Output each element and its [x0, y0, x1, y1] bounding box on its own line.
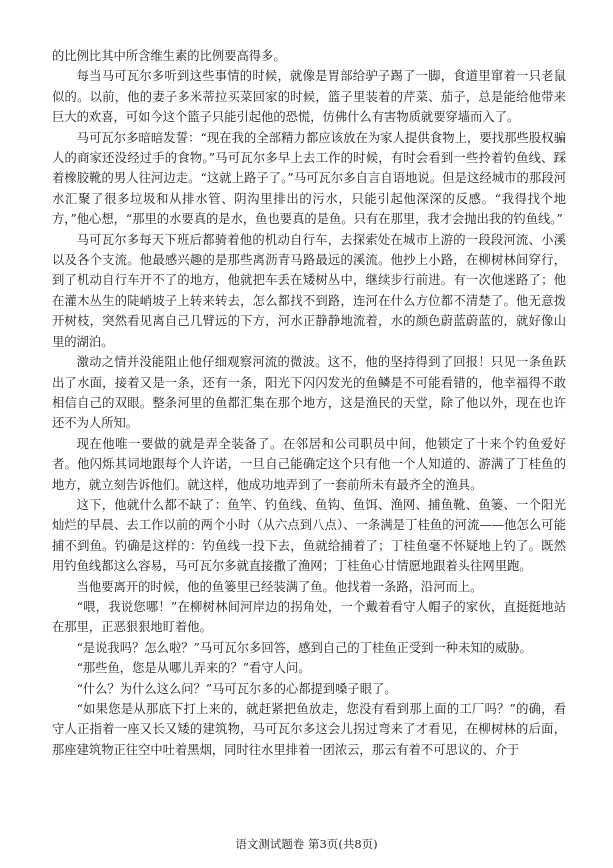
paragraph: 当他要离开的时候，他的鱼篓里已经装满了鱼。他找着一条路，沿河而上。 — [76, 579, 483, 594]
paragraph: “什么？为什么这么问？”马可瓦尔多的心都提到嗓子眼了。 — [76, 681, 397, 696]
paragraph: “如果您是从那底下打上来的，就赶紧把鱼放走，您没有看到那上面的工厂吗？”的确，看守人正指着一座又长又矮的建筑物，马可瓦尔多这会儿拐过弯来了才看见，在柳树林的后面，那座建筑物正往空中吐着黑烟，同时往水里排着一团浓云，那云有着不可思议的、介于 — [52, 702, 566, 757]
paragraph: 这下，他就什么都不缺了：鱼竿、钓鱼线、鱼钩、鱼饵、渔网、捕鱼靴、鱼篓、一个阳光灿烂的早晨、去工作以前的两个小时（从六点到八点）、一条满是丁桂鱼的河流——他怎么可能捕不到鱼。钓确是这样的：钓鱼线一投下去，鱼就给捕着了；丁桂鱼毫不怀疑地上钓了。既然用钓鱼线都这么容易，马可瓦尔多就直接撒了渔网；丁桂鱼心甘情愿地跟着头往网里跑。 — [52, 497, 566, 574]
paragraph: 马可瓦尔多暗暗发誓：“现在我的全部精力都应该放在为家人提供食物上，要找那些股权骗人的商家还没经过手的食物。”马可瓦尔多早上去工作的时候，有时会看到一些拎着钓鱼线、踩着橡胶靴的男人往河边走。“这就上路子了。”马可瓦尔多自言自语地说。但是这经城市的那段河水汇聚了很多垃圾和从排水管、阴沟里排出的污水，只能引起他深深的反感。“我得找个地方，”他心想，“那里的水要真的是水，鱼也要真的是鱼。只有在那里，我才会抛出我的钓鱼线。” — [52, 130, 566, 227]
paragraph-continued: 的比例比其中所含维生素的比例要高得多。 — [52, 49, 286, 63]
paragraph: 马可瓦尔多每天下班后都骑着他的机动自行车，去探索处在城市上游的一段段河流、小溪以及各个支流。他最感兴趣的是那些离沥青马路最远的溪流。他抄上小路，在柳树林间穿行，到了机动自行车开不了的地方，他就把车丢在矮树丛中，继续步行前进。有一次他迷路了；他在灌木丛生的陡峭坡子上转来转去，怎么都找不到路，连河在什么方位都不清楚了。他无意拨开树枝，突然看见离自己几臂远的下方，河水正静静地流着，水的颜色蔚蓝蔚蓝的，就好像山里的湖泊。 — [52, 232, 566, 349]
page-footer: 语文测试题卷 第3页(共8页) — [235, 837, 378, 851]
paragraph: 每当马可瓦尔多听到这些事情的时候，就像是胃部给驴子踢了一脚，食道里窜着一只老鼠似的。以前，他的妻子多米蒂拉买菜回家的时候，篮子里装着的芹菜、茄子，总是能给他带来巨大的欢喜，可如今这个篮子只能引起他的恐慌，仿佛什么有害物质就要穿墙而入了。 — [52, 69, 566, 125]
paragraph: 现在他唯一要做的就是弄全装备了。在邻居和公司职员中间，他锁定了十来个钓鱼爱好者。他闪烁其词地跟每个人许诺，一旦自己能确定这个只有他一个人知道的、游满了丁桂鱼的地方，就立刻告诉他们。就这样，他成功地弄到了一套前所未有最齐全的渔具。 — [52, 436, 566, 492]
paragraph: 激动之情并没能阻止他仔细观察河流的微波。这不，他的坚持得到了回报！只见一条鱼跃出了水面，接着又是一条，还有一条，阳光下闪闪发光的鱼鳞是不可能看错的，他幸福得不敢相信自己的双眼。整条河里的鱼都汇集在那个地方，这是渔民的天堂，除了他以外，现在也许还不为人所知。 — [52, 355, 566, 431]
paragraph: “喂，我说您哪！”在柳树林间河岸边的拐角处，一个戴着看守人帽子的家伙，直挺挺地站在那里，正恶狠狠地盯着他。 — [52, 599, 566, 635]
article-body — [52, 46, 566, 760]
paragraph: “那些鱼，您是从哪儿弄来的？”看守人问。 — [76, 661, 311, 676]
paragraph: “是说我吗？怎么啦？”马可瓦尔多回答，感到自己的丁桂鱼正受到一种未知的威胁。 — [76, 640, 532, 655]
